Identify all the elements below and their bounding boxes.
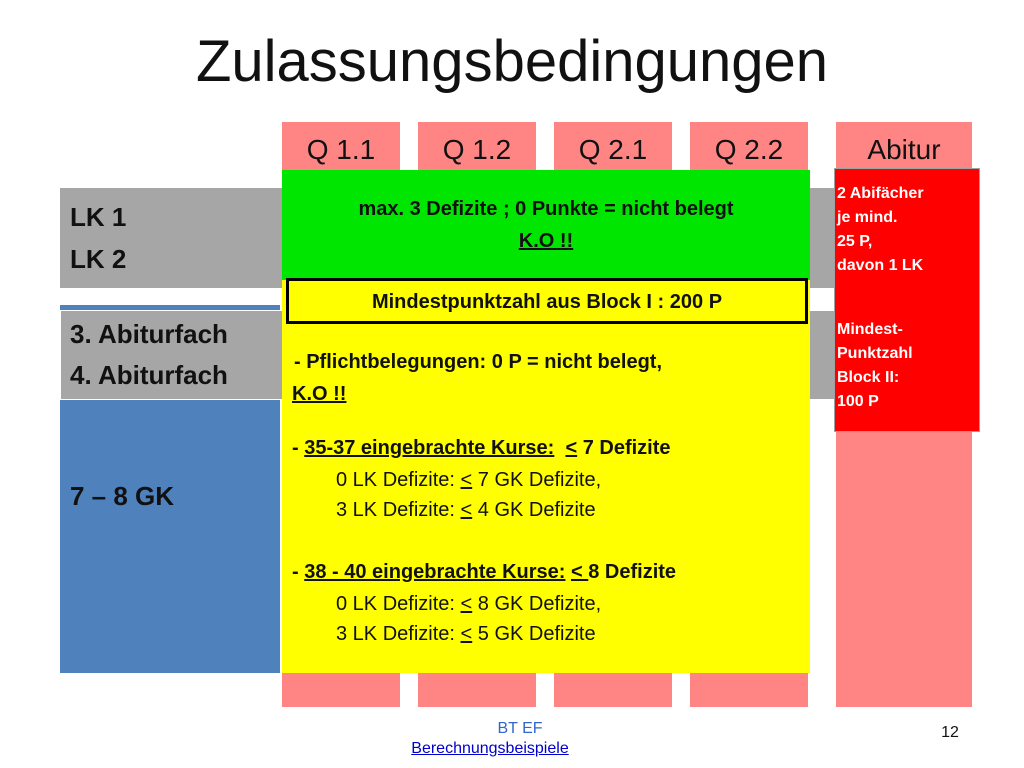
block1-text: Mindestpunktzahl aus Block I : 200 P bbox=[371, 291, 723, 313]
header-q22: Q 2.2 bbox=[714, 134, 784, 165]
berechnungsbeispiele-link[interactable]: Berechnungsbeispiele bbox=[411, 740, 569, 757]
defizite-text: max. 3 Defizite ; 0 Punkte = nicht belegt bbox=[358, 198, 734, 220]
rule-38-40-a: 0 LK Defizite: < 8 GK Defizite, bbox=[336, 593, 602, 615]
rule-35-37-b: 3 LK Defizite: < 4 GK Defizite bbox=[336, 499, 596, 521]
abitur-req-line1: 2 Abifächer bbox=[837, 185, 924, 202]
abitur-req-line7: Block II: bbox=[837, 369, 900, 386]
abitur-requirements-box bbox=[834, 168, 980, 432]
pflicht-ko: K.O !! bbox=[292, 383, 347, 405]
header-q21: Q 2.1 bbox=[578, 134, 648, 165]
abitur-req-line5: Mindest- bbox=[837, 321, 903, 338]
abitur-req-line3: 25 P, bbox=[837, 233, 873, 250]
lk1-label: LK 1 bbox=[70, 202, 127, 232]
rules-box bbox=[282, 280, 810, 673]
pflicht-line: - Pflichtbelegungen: 0 P = nicht belegt, bbox=[294, 351, 663, 373]
footer-label: BT EF bbox=[497, 720, 543, 737]
page-number: 12 bbox=[941, 724, 959, 741]
abitur-req-line6: Punktzahl bbox=[837, 345, 913, 362]
header-q12: Q 1.2 bbox=[442, 134, 512, 165]
gk-label: 7 – 8 GK bbox=[70, 481, 175, 511]
rule-38-40-b: 3 LK Defizite: < 5 GK Defizite bbox=[336, 623, 596, 645]
lk2-label: LK 2 bbox=[70, 244, 127, 274]
rule-38-40: - 38 - 40 eingebrachte Kurse: < 8 Defizite bbox=[292, 561, 677, 583]
rule-35-37: - 35-37 eingebrachte Kurse: < 7 Defizite bbox=[292, 437, 671, 459]
header-q11: Q 1.1 bbox=[306, 134, 376, 165]
abitur-req-line4: davon 1 LK bbox=[837, 257, 924, 274]
rule-35-37-a: 0 LK Defizite: < 7 GK Defizite, bbox=[336, 469, 602, 491]
abiturfach3-label: 3. Abiturfach bbox=[70, 319, 228, 349]
defizite-box bbox=[282, 170, 810, 280]
abitur-req-line2: je mind. bbox=[837, 209, 898, 226]
header-abitur: Abitur bbox=[867, 134, 941, 165]
ko-text: K.O !! bbox=[518, 230, 574, 252]
abiturfach4-label: 4. Abiturfach bbox=[70, 360, 228, 390]
slide-title: Zulassungsbedingungen bbox=[195, 29, 829, 94]
block1-box bbox=[286, 278, 808, 324]
abitur-req-line8: 100 P bbox=[837, 393, 879, 410]
